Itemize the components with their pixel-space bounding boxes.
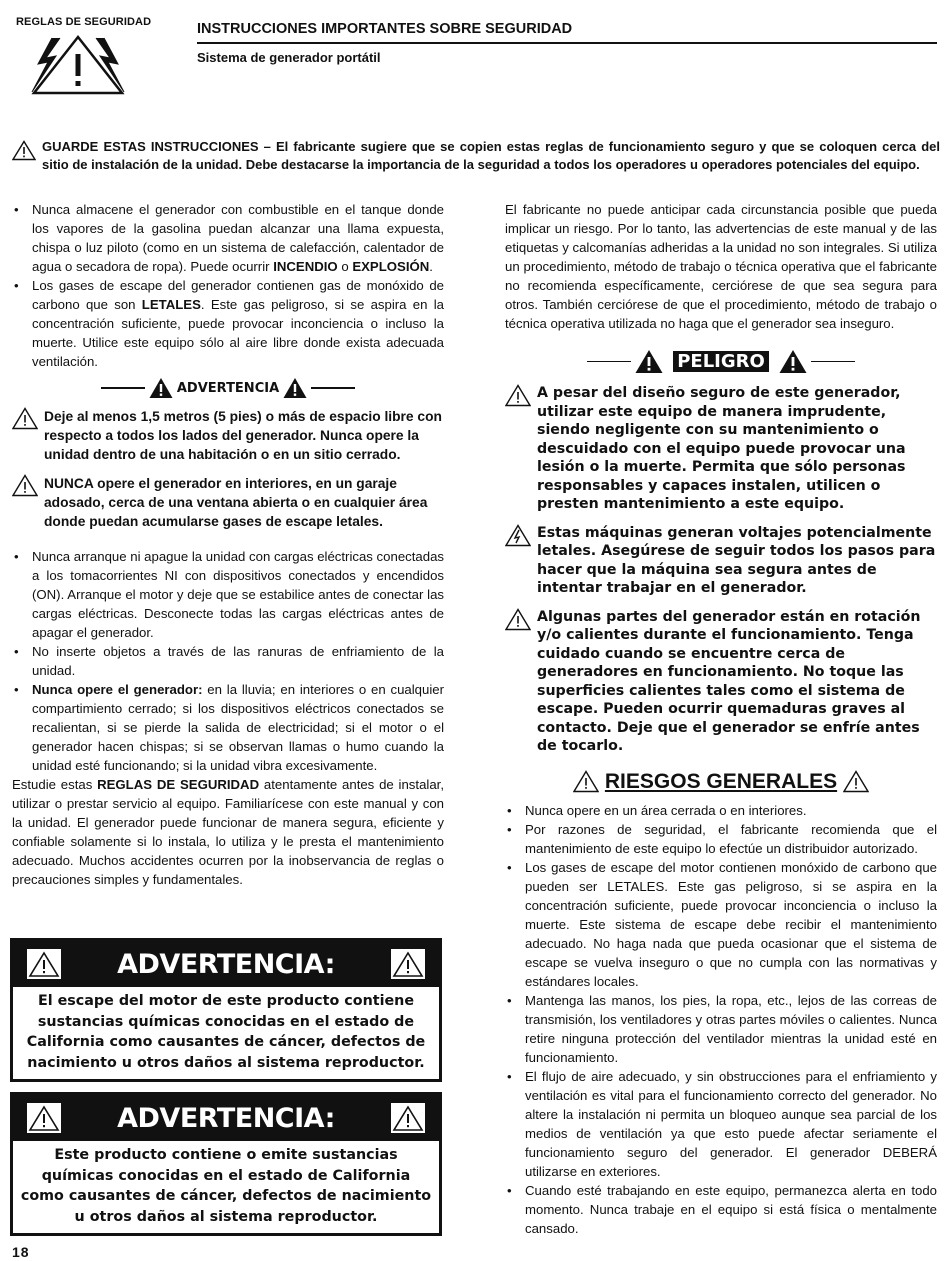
danger-item <box>505 524 937 598</box>
list-item: • Los gases de escape del motor contienen monóxido de carbono que pueden ser LETALES. Este gas peligroso, si se aspira en la concentración suficiente, puede provocar inconciencia o incluso la muerte. Este sistema de escape debe recibir el mantenimiento adecuado. No haga nada que pueda ocasionar que el sistema de escape se vuelva inseguro o que no cumpla con las normativas y estándares locales. <box>505 858 937 991</box>
bullet-text: en la lluvia; en interiores o en cualquier compartimiento cerrado; si los dispositivos eléctricos conectados se recalientan, si se pierde la salida de electricidad; si el motor o el generador hacen chispas; si se observan llamas o humo cuando la unidad esté funcionando; si la unidad vibra excesivamente. <box>32 682 444 773</box>
riesgos-generales-heading <box>505 770 937 793</box>
warning-text: NUNCA opere el generador en interiores, en un garaje adosado, cerca de una ventana abierta o en cualquier área donde puedan acumularse gases de escape letales. <box>44 476 428 529</box>
save-instructions-text: GUARDE ESTAS INSTRUCCIONES – El fabricante sugiere que se copien estas reglas de funcionamiento seguro y que se coloquen cerca del sitio de instalación de la unidad. Debe destacarse la importancia de la seguridad a todos los operadores u operadores potenciales del equipo. <box>42 139 940 172</box>
warning-triangle-icon <box>12 407 38 430</box>
bold-term: REGLAS DE SEGURIDAD <box>97 777 260 792</box>
study-paragraph <box>12 775 444 889</box>
list-item: • Nunca arranque ni apague la unidad con cargas eléctricas conectadas a los tomacorrientes NI con dispositivos conectados y encendidos (ON). Arranque el motor y deje que se estabilice antes de conectar las cargas eléctricas. Desconecte todas las cargas eléctricas antes de apagar el generador. <box>12 547 444 642</box>
danger-item <box>505 384 937 514</box>
bold-term: EXPLOSIÓN <box>352 259 430 274</box>
warning-box-title: ADVERTENCIA: <box>117 1102 335 1134</box>
warning-triangle-icon <box>27 1103 61 1133</box>
bold-term: INCENDIO <box>273 259 338 274</box>
warning-box-title: ADVERTENCIA: <box>117 948 335 980</box>
paragraph-text: atentamente antes de instalar, utilizar o prestar servicio al equipo. Familiarícese con este manual y con la unidad. El generador puede funcionar de manera segura, eficiente y confiable solamente si lo instala, lo utiliza y le presta el mantenimiento adecuado. Muchos accidentes ocurren por la inobservancia de reglas o precauciones simples y fundamentales. <box>12 777 444 887</box>
bold-term: Nunca opere el generador: <box>32 682 203 697</box>
list-item: • No inserte objetos a través de las ranuras de enfriamiento de la unidad. <box>12 642 444 680</box>
warning-box-header <box>13 1095 439 1141</box>
california-warning-box <box>10 1092 442 1236</box>
list-item: • Mantenga las manos, los pies, la ropa, etc., lejos de las correas de transmisión, los ventiladores y otras partes móviles o calientes. Nunca retire ninguna protección del ventilador mientras la unidad esté en funcionamiento. <box>505 991 937 1067</box>
warning-triangle-icon <box>505 384 531 407</box>
list-item: • Nunca opere en un área cerrada o en interiores. <box>505 801 937 820</box>
danger-text: Algunas partes del generador están en rotación y/o calientes durante el funcionamiento. Tenga cuidado cuando se encuentre cerca de generadores en funcionamiento. No toque las superficies calientes tales como el sistema de escape. Pueden ocurrir quemaduras graves al contacto. Deje que el generador se enfríe antes de tocarlo. <box>537 608 921 754</box>
divider-line <box>311 387 355 389</box>
warning-box-header <box>13 941 439 987</box>
danger-text: A pesar del diseño seguro de este generador, utilizar este equipo de manera imprudente, siendo negligente con su mantenimiento o descuidado con el equipo puede provocar una lesión o la muerte. Permita que sólo personas responsables y capaces instalen, utilicen o presten mantenimiento a este equipo. <box>537 385 906 512</box>
warning-triangle-icon <box>283 377 307 399</box>
warning-triangle-icon <box>391 949 425 979</box>
warning-triangle-icon <box>779 349 807 374</box>
intro-paragraph: El fabricante no puede anticipar cada circunstancia posible que pueda implicar un riesgo. Por lo tanto, las advertencias de este manual y de las etiquetas y calcomanías adheridas a la unidad no son integrales. Si utiliza un procedimiento, método de trabajo o técnica operativa que el fabricante no recomienda específicamente, cerciórese de que sea segura para otros. También cerciórese de que el procedimiento, método de trabajo o técnica operativa utilizada no haga que el generador sea inseguro. <box>505 202 937 331</box>
bullet-text: . Este gas peligroso, si se aspira en la concentración suficiente, puede provocar inconciencia o incluso la muerte. Utilice este equipo sólo al aire libre donde exista adecuada ventilación. <box>32 297 445 369</box>
california-warning-box <box>10 938 442 1082</box>
list-item: • Por razones de seguridad, el fabricante recomienda que el mantenimiento de este equipo lo efectúe un distribuidor autorizado. <box>505 820 937 858</box>
divider-line <box>811 361 855 363</box>
warning-triangle-icon <box>391 1103 425 1133</box>
warning-triangle-icon <box>843 770 869 793</box>
page-subtitle: Sistema de generador portátil <box>197 50 381 65</box>
list-item <box>12 200 444 276</box>
warning-item <box>12 474 444 531</box>
warning-box-body: El escape del motor de este producto contiene sustancias químicas conocidas en el estado de California como causantes de cáncer, defectos de nacimiento u otros daños al sistema reproductor. <box>26 993 426 1071</box>
divider-line <box>101 387 145 389</box>
list-item: • Cuando esté trabajando en este equipo, permanezca alerta en todo momento. Nunca trabaje en el equipo si está física o mentalmente cansado. <box>505 1181 937 1238</box>
paragraph-text: Estudie estas <box>12 777 98 792</box>
left-column <box>12 200 444 889</box>
bold-term: LETALES <box>141 297 201 312</box>
electric-shock-warning-icon <box>505 524 531 547</box>
warning-triangle-icon <box>505 608 531 631</box>
high-voltage-warning-icon <box>30 34 126 96</box>
warning-triangle-icon <box>573 770 599 793</box>
bullet-text: Nunca almacene el generador con combustible en el tanque donde los vapores de la gasolina puedan alcanzar una llama expuesta, chispa o luz piloto (como en un sistema de calefacción, calentador de agua o secadora de ropa). Puede ocurrir <box>32 202 444 274</box>
bullet-text: Los gases de escape del generador contienen gas de monóxido de carbono que son <box>32 278 444 312</box>
bullet-text: o <box>337 259 353 274</box>
header-divider <box>197 42 937 44</box>
peligro-label: PELIGRO <box>673 351 769 372</box>
warning-text: Deje al menos 1,5 metros (5 pies) o más de espacio libre con respecto a todos los lados del generador. Nunca opere la unidad dentro de una habitación o en un sitio cerrado. <box>44 409 442 462</box>
warning-triangle-icon <box>149 377 173 399</box>
divider-line <box>587 361 631 363</box>
warning-box-body: Este producto contiene o emite sustancias químicas conocidas en el estado de California como causantes de cáncer, defectos de nacimiento u otros daños al sistema reproductor. <box>20 1147 432 1225</box>
danger-item <box>505 608 937 756</box>
warning-triangle-icon <box>27 949 61 979</box>
save-instructions <box>12 138 940 174</box>
warning-triangle-icon <box>12 140 36 161</box>
page-number: 18 <box>12 1244 30 1260</box>
bullet-text: . <box>429 259 433 274</box>
logo-label: REGLAS DE SEGURIDAD <box>16 16 152 28</box>
list-item: • El flujo de aire adecuado, y sin obstrucciones para el enfriamiento y ventilación es vital para el funcionamiento correcto del generador. No altere la instalación ni permita un bloqueo aunque sea parcial de los medios de ventilación ya que esto puede afectar seriamente el funcionamiento seguro del generador. El generador DEBERÁ utilizarse en exteriores. <box>505 1067 937 1181</box>
page-title: INSTRUCCIONES IMPORTANTES SOBRE SEGURIDAD <box>197 21 573 37</box>
advertencia-label: ADVERTENCIA <box>176 380 280 396</box>
list-item <box>12 276 444 371</box>
warning-triangle-icon <box>635 349 663 374</box>
section-heading: RIESGOS GENERALES <box>604 769 838 793</box>
advertencia-signal-word <box>12 377 444 399</box>
right-column <box>505 200 937 1238</box>
danger-text: Estas máquinas generan voltajes potencialmente letales. Asegúrese de seguir todos los pasos para hacer que la máquina sea segura antes de intentar trabajar en el generador. <box>537 524 936 596</box>
warning-triangle-icon <box>12 474 38 497</box>
peligro-signal-word <box>505 349 937 374</box>
warning-item <box>12 407 444 464</box>
list-item <box>12 680 444 775</box>
